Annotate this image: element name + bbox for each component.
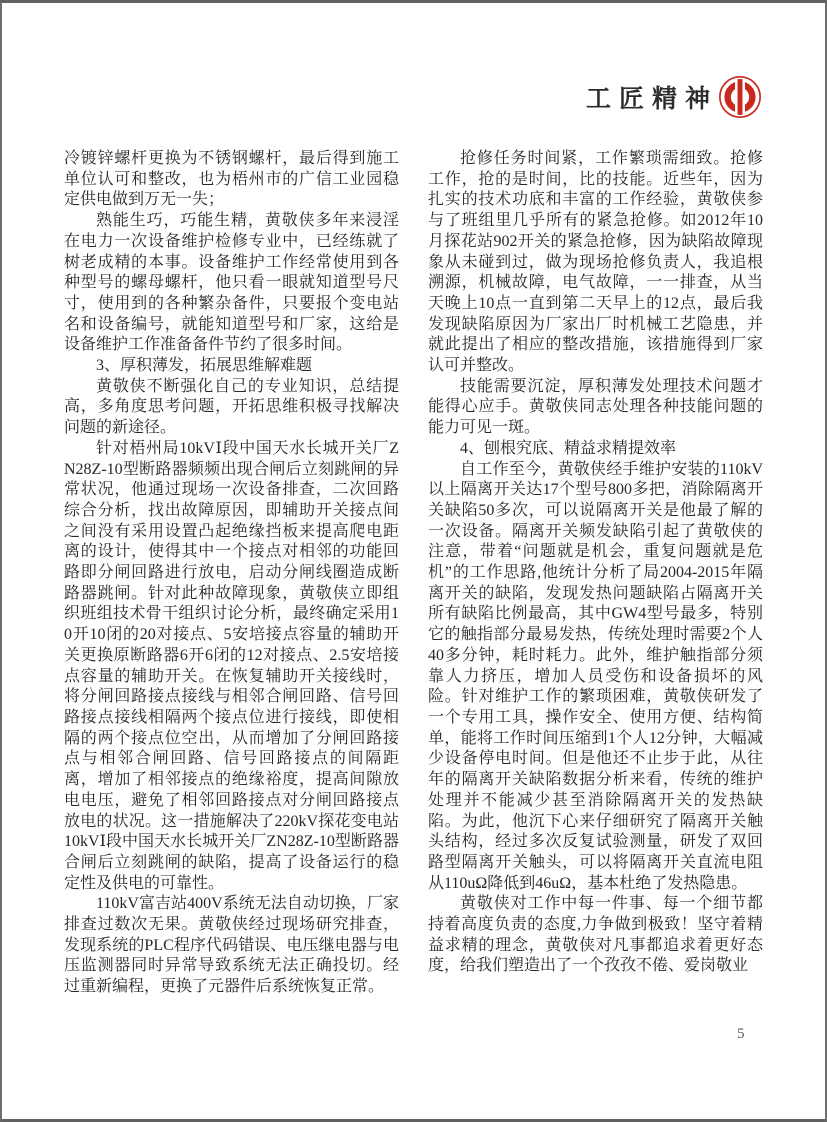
section-heading: 4、刨根究底、精益求精提效率 (460, 439, 677, 457)
article-body (64, 149, 764, 998)
paragraph: 黄敬侠对工作中每一件事、每一个细节都持着高度负责的态度,力争做到极致！坚守着精益求精的理念，黄敬侠对凡事都追求着更好态度，给我们塑造出了一个孜孜不倦、爱岗敬业 (428, 895, 763, 975)
section-heading: 3、厚积薄发，拓展思维解难题 (96, 357, 313, 375)
paragraph: 黄敬侠不断强化自己的专业知识，总结提高，多角度思考问题，开拓思维积极寻找解决问题的新途径。 (64, 377, 399, 437)
right-column (428, 149, 763, 998)
paragraph: 技能需要沉淀，厚积薄发处理技术问题才能得心应手。黄敬侠同志处理各种技能问题的能力可见一斑。 (428, 377, 763, 437)
page-number: 5 (737, 1026, 745, 1042)
paragraph: 抢修任务时间紧，工作繁琐需细致。抢修工作，抢的是时间，比的技能。近些年，因为扎实的技术功底和丰富的工作经验，黄敬侠参与了班组里几乎所有的紧急抢修。如2012年10月探花站902开关的紧急抢修，因为缺陷故障现象从未碰到过，做为现场抢修负责人，我追根溯源，机械故障，电气故障，一一排查，从当天晚上10点一直到第二天早上的12点，最后我发现缺陷原因为厂家出厂时机械工艺隐患，并就此提出了相应的整改措施，该措施得到厂家认可并整改。 (428, 150, 763, 375)
paragraph: 冷镀锌螺杆更换为不锈钢螺杆，最后得到施工单位认可和整改，也为梧州市的广信工业园稳定供电做到万无一失； (64, 150, 399, 209)
union-emblem-icon (718, 75, 762, 119)
page-header-title: 工匠精神 (585, 86, 718, 113)
page-header (586, 75, 762, 119)
paragraph: 110kV富吉站400V系统无法自动切换，厂家排查过数次无果。黄敬侠经过现场研究排查，发现系统的PLC程序代码错误、电压继电器与电压监测器同时异常导致系统无法正确投切。经过重新编程，更换了元器件后系统恢复正常。 (64, 895, 399, 996)
paragraph: 自工作至今，黄敬侠经手维护安装的110kV以上隔离开关达17个型号800多把，消除隔离开关缺陷50多次，可以说隔离开关是他最了解的一次设备。隔离开关频发缺陷引起了黄敬侠的注意，带着“问题就是机会，重复问题就是危机”的工作思路,他统计分析了局2004-2015年隔离开关的缺陷，发现发热问题缺陷占隔离开关所有缺陷比例最高，其中GW4型号最多，特别它的触指部分最易发热，传统处理时需要2个人40多分钟，耗时耗力。此外，维护触指部分须靠人力挤压，增加人员受伤和设备损坏的风险。针对维护工作的繁琐困难，黄敬侠研发了一个专用工具，操作安全、使用方便、结构简单，能将工作时间压缩到1个人12分钟，大幅减少设备停电时间。但是他还不止步于此，从往年的隔离开关缺陷数据分析来看，传统的维护处理并不能减少甚至消除隔离开关的发热缺陷。为此，他沉下心来仔细研究了隔离开关触头结构，经过多次反复试验测量，研发了双回路型隔离开关触头，可以将隔离开关直流电阻从110uΩ降低到46uΩ，基本杜绝了发热隐患。 (428, 460, 763, 892)
left-column (64, 149, 399, 998)
paragraph: 针对梧州局10kVⅠ段中国天水长城开关厂ZN28Z-10型断路器频频出现合闸后立刻跳闸的异常状况，他通过现场一次设备排查，二次回路综合分析，找出故障原因，即辅助开关接点间之间没有采用设置凸起绝缘挡板来提高爬电距离的设计，使得其中一个接点对相邻的功能回路即分闸回路进行放电，启动分闸线圈造成断路器跳闸。针对此种故障现象，黄敬侠立即组织班组技术骨干组织讨论分析，最终确定采用10开10闭的20对接点、5安培接点容量的辅助开关更换原断路器6开6闭的12对接点、2.5安培接点容量的辅助开关。在恢复辅助开关接线时，将分闸回路接点接线与相邻合闸回路、信号回路接点接线相隔两个接点位进行接线，即使相隔的两个接点位空出，从而增加了分闸回路接点与相邻合闸回路、信号回路接点的间隔距离，增加了相邻接点的绝缘裕度，提高间隙放电电压，避免了相邻回路接点对分闸回路接点放电的状况。这一措施解决了220kV探花变电站10kVⅠ段中国天水长城开关厂ZN28Z-10型断路器合闸后立刻跳闸的缺陷，提高了设备运行的稳定性及供电的可靠性。 (64, 439, 399, 892)
paragraph: 熟能生巧，巧能生精，黄敬侠多年来浸淫在电力一次设备维护检修专业中，已经练就了树老成精的本事。设备维护工作经常使用到各种型号的螺母螺杆，他只看一眼就知道型号尺寸，使用到的各种繁杂备件，只要报个变电站名和设备编号，就能知道型号和厂家，这给是设备维护工作准备备件节约了很多时间。 (64, 212, 399, 354)
